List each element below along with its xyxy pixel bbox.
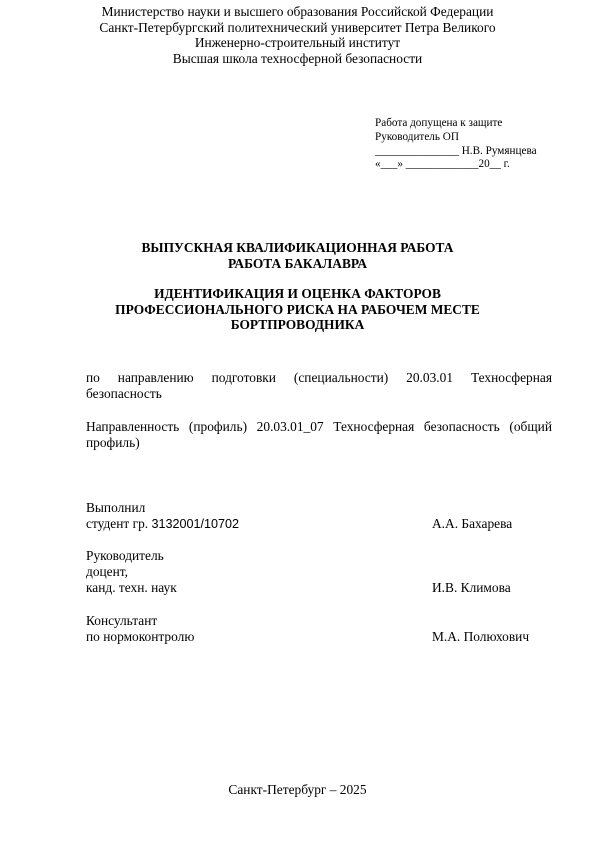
- performer-block: [86, 500, 552, 532]
- city-year: Санкт-Петербург – 2025: [228, 782, 367, 797]
- performer-label: Выполнил: [86, 500, 146, 515]
- university-line: Санкт-Петербургский политехнический университет Петра Великого: [99, 19, 496, 35]
- study-direction: по направлению подготовки (специальности) 20.03.01 Техносферная безопасность: [86, 370, 552, 401]
- approval-head-label: Руководитель ОП: [375, 130, 459, 143]
- school-line: Высшая школа техносферной безопасности: [172, 50, 423, 66]
- topic-line-3: БОРТПРОВОДНИКА: [230, 317, 365, 333]
- ministry-line: Министерство науки и высшего образования Российской Федерации: [101, 4, 494, 19]
- student-group-number: 3132001/10702: [151, 517, 240, 531]
- supervisor-position: доцент,: [86, 564, 128, 579]
- thesis-title-block: [40, 240, 555, 333]
- supervisor-label: Руководитель: [86, 548, 164, 563]
- student-group-label: студент гр.: [86, 516, 152, 531]
- supervisor-block: [86, 548, 552, 596]
- approval-date-line: «___» _____________20__ г.: [375, 158, 510, 171]
- work-type-title: ВЫПУСКНАЯ КВАЛИФИКАЦИОННАЯ РАБОТА: [141, 240, 454, 255]
- consultant-block: [86, 613, 552, 645]
- topic-line-1: ИДЕНТИФИКАЦИЯ И ОЦЕНКА ФАКТОРОВ: [154, 286, 441, 302]
- study-profile: Направленность (профиль) 20.03.01_07 Техносферная безопасность (общий профиль): [86, 419, 552, 450]
- approval-admitted: Работа допущена к защите: [375, 117, 503, 129]
- topic-line-2: ПРОФЕССИОНАЛЬНОГО РИСКА НА РАБОЧЕМ МЕСТЕ: [115, 301, 480, 317]
- consultant-name: М.А. Полюхович: [432, 629, 530, 644]
- approval-block: [375, 117, 537, 172]
- consultant-label: Консультант: [86, 613, 158, 628]
- performer-name: А.А. Бахарева: [432, 516, 513, 531]
- supervisor-name: И.В. Климова: [432, 580, 511, 595]
- work-degree-title: РАБОТА БАКАЛАВРА: [227, 255, 368, 271]
- consultant-role: по нормоконтролю: [86, 629, 195, 644]
- supervisor-degree: канд. техн. наук: [86, 580, 177, 595]
- institution-header: [40, 4, 555, 66]
- institute-line: Инженерно-строительный институт: [194, 35, 401, 51]
- approval-signature-line: _______________ Н.В. Румянцева: [375, 144, 537, 157]
